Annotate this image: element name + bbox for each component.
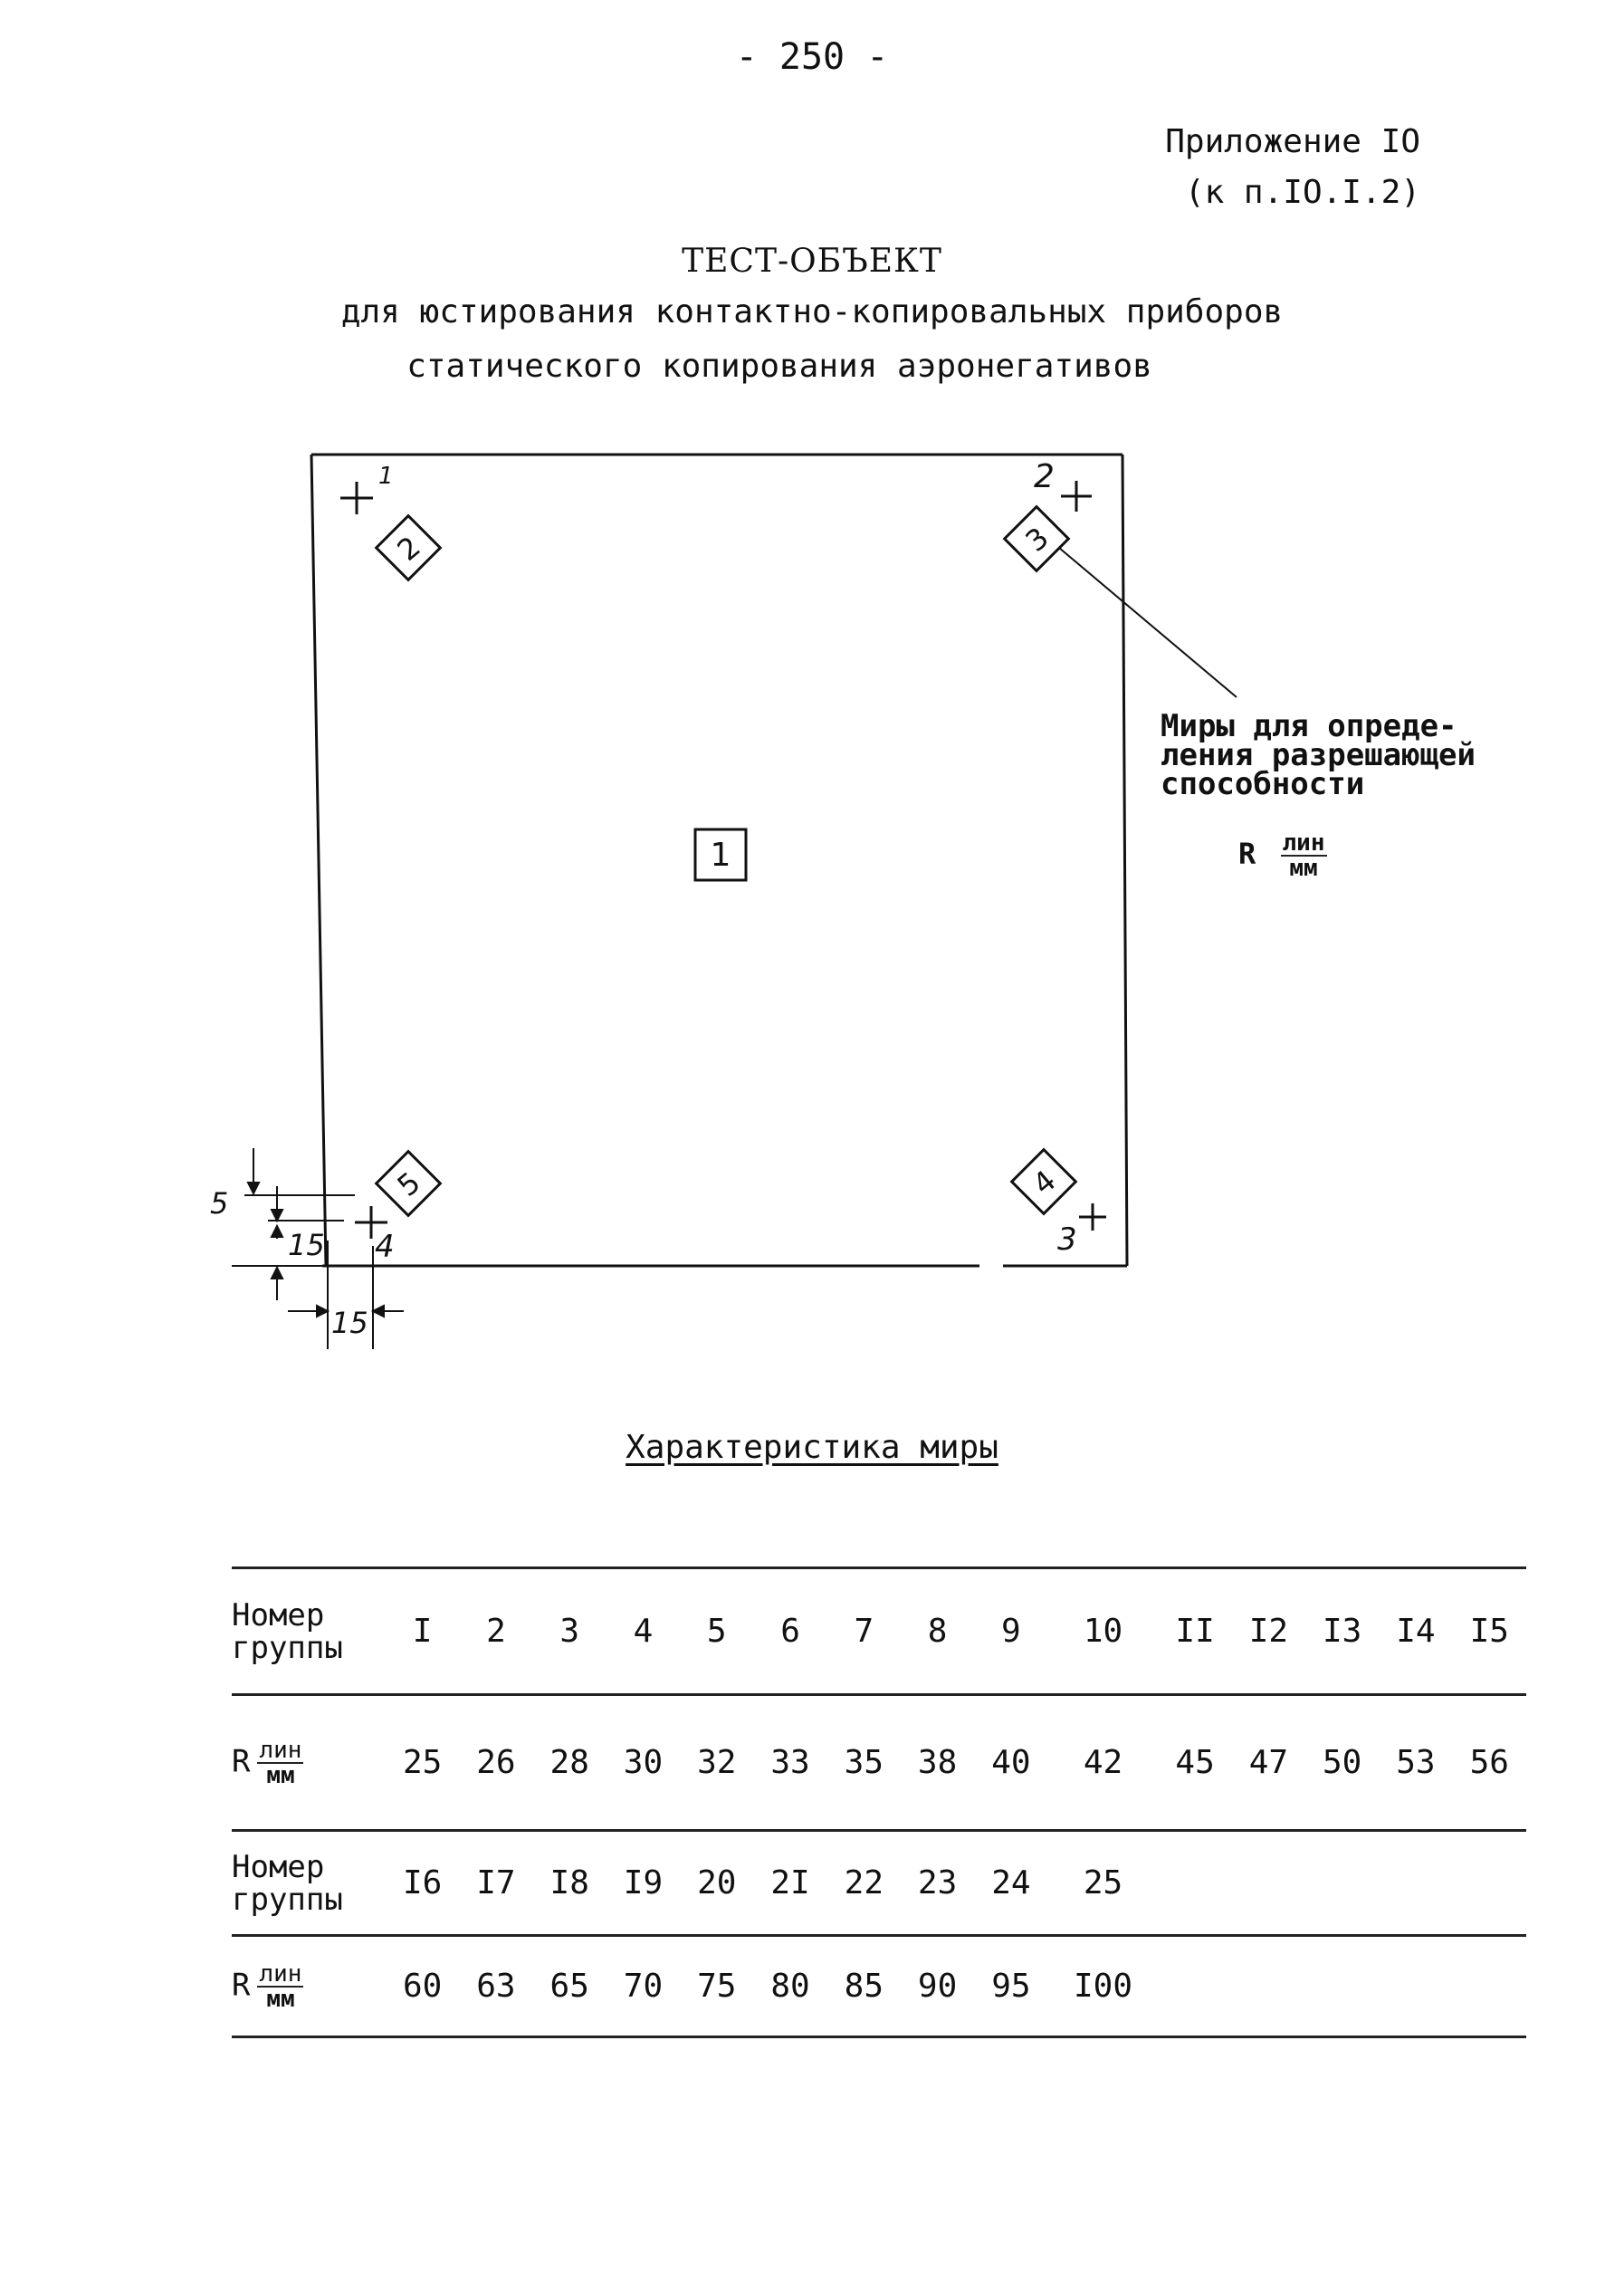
group-number-cell: I4 [1396, 1613, 1436, 1650]
group-number-cell: I6 [402, 1864, 443, 1902]
group-number-cell: I7 [476, 1864, 516, 1902]
dimension-15-horizontal-label: 15 [331, 1306, 368, 1340]
alignment-cross-1-label: 1 [378, 463, 394, 490]
unit-denominator: мм [1289, 855, 1318, 882]
dimension-5-label: 5 [210, 1186, 229, 1221]
dimension-15-vertical-label: 15 [288, 1228, 325, 1262]
alignment-cross-3 [1079, 1203, 1106, 1231]
group-number-cell [1158, 1831, 1231, 1936]
resolution-value-cell: 45 [1175, 1744, 1215, 1781]
resolution-value-cell [1305, 1936, 1379, 2037]
resolution-targets-callout: Миры для опреде- ления разрешающей способности [1161, 708, 1476, 802]
r-label-cell [232, 1936, 386, 2037]
resolution-target-5 [377, 1152, 441, 1216]
resolution-target-2-label: 2 [390, 529, 427, 568]
resolution-target-3-label: 3 [1018, 520, 1056, 559]
r-prefix: R [232, 1967, 251, 2003]
document-subtitle-line2: статического копирования аэронегативов [406, 348, 1152, 385]
table-row-values-2 [232, 1936, 1526, 2037]
unit-fraction [1281, 831, 1327, 880]
alignment-cross-4-label: 4 [375, 1229, 395, 1265]
resolution-value-cell: 53 [1396, 1744, 1436, 1781]
resolution-unit-label [1238, 831, 1327, 880]
target-characteristics-table [232, 1566, 1526, 2038]
resolution-value-cell [1158, 1936, 1231, 2037]
group-number-cell: II [1175, 1613, 1215, 1650]
resolution-value-cell: 26 [476, 1744, 516, 1781]
resolution-value-cell: 63 [476, 1968, 516, 2005]
group-number-cell: 10 [1083, 1613, 1123, 1650]
document-subtitle-line1: для юстирования контактно-копировальных приборов [340, 293, 1284, 331]
group-number-cell [1305, 1831, 1379, 1936]
alignment-cross-1 [340, 482, 373, 514]
group-number-cell: 22 [844, 1864, 884, 1902]
resolution-value-cell: 33 [770, 1744, 810, 1781]
group-number-cell: 2 [486, 1613, 506, 1650]
resolution-value-cell: 35 [844, 1744, 884, 1781]
r-prefix: R [232, 1743, 251, 1779]
resolution-value-cell: 38 [917, 1744, 958, 1781]
group-number-cell: I2 [1248, 1613, 1289, 1650]
resolution-value-cell: 60 [402, 1968, 443, 2005]
group-number-cell: I3 [1322, 1613, 1362, 1650]
resolution-value-cell: 70 [623, 1968, 664, 2005]
group-number-cell: 8 [927, 1613, 948, 1650]
group-number-cell: I5 [1469, 1613, 1509, 1650]
resolution-value-cell [1453, 1936, 1526, 2037]
group-label-cell: Номер группы [232, 1596, 343, 1666]
resolution-target-3 [1005, 507, 1069, 571]
table-row-values-1 [232, 1695, 1526, 1831]
alignment-cross-2-label: 2 [1034, 458, 1055, 495]
group-number-cell: 23 [917, 1864, 958, 1902]
resolution-value-cell: 28 [549, 1744, 589, 1781]
center-target-label: 1 [710, 837, 731, 874]
group-number-cell [1453, 1831, 1526, 1936]
resolution-value-cell: 65 [549, 1968, 589, 2005]
r-fraction [257, 1736, 303, 1789]
group-number-cell: 5 [706, 1613, 727, 1650]
group-number-cell: I9 [623, 1864, 664, 1902]
group-number-cell [1232, 1831, 1305, 1936]
resolution-value-cell: 32 [697, 1744, 737, 1781]
resolution-value-cell: 42 [1083, 1744, 1123, 1781]
resolution-value-cell [1379, 1936, 1452, 2037]
alignment-cross-3-label: 3 [1057, 1221, 1077, 1258]
group-number-cell: 2I [770, 1864, 810, 1902]
resolution-value-cell: 40 [991, 1744, 1031, 1781]
group-number-cell: 6 [780, 1613, 800, 1650]
page-number: - 250 - [735, 36, 889, 78]
r-denominator: мм [266, 1761, 295, 1789]
table-row-groups-1 [232, 1568, 1526, 1695]
r-numerator: лин [259, 1736, 302, 1764]
resolution-target-4 [1012, 1150, 1076, 1214]
resolution-value-cell: I00 [1073, 1968, 1132, 2005]
r-fraction [257, 1959, 303, 2013]
unit-prefix: R [1238, 837, 1256, 871]
resolution-value-cell: 95 [991, 1968, 1031, 2005]
group-label-cell: Номер группы [232, 1848, 343, 1918]
group-number-cell: 20 [697, 1864, 737, 1902]
alignment-cross-2 [1061, 481, 1092, 512]
group-number-cell: 25 [1083, 1864, 1123, 1902]
group-number-cell: 4 [633, 1613, 654, 1650]
resolution-value-cell: 85 [844, 1968, 884, 2005]
group-number-cell: 9 [1001, 1613, 1021, 1650]
resolution-value-cell [1232, 1936, 1305, 2037]
resolution-value-cell: 56 [1469, 1744, 1509, 1781]
resolution-value-cell: 80 [770, 1968, 810, 2005]
resolution-target-2 [377, 516, 441, 580]
resolution-target-4-label: 4 [1026, 1163, 1063, 1202]
resolution-value-cell: 90 [917, 1968, 958, 2005]
r-denominator: мм [266, 1985, 295, 2013]
appendix-title: Приложение IO [1165, 123, 1420, 160]
table-title: Характеристика миры [626, 1429, 998, 1466]
table-row-groups-2 [232, 1831, 1526, 1936]
unit-numerator: лин [1282, 829, 1325, 857]
resolution-value-cell: 25 [402, 1744, 443, 1781]
callout-leader-line [1059, 548, 1237, 697]
resolution-value-cell: 47 [1248, 1744, 1289, 1781]
center-target [695, 829, 746, 880]
resolution-value-cell: 50 [1322, 1744, 1362, 1781]
group-number-cell: I [412, 1613, 433, 1650]
r-numerator: лин [259, 1959, 302, 1988]
resolution-value-cell: 75 [697, 1968, 737, 2005]
group-number-cell: 7 [854, 1613, 874, 1650]
document-title: ТЕСТ-ОБЪЕКТ [682, 243, 942, 280]
group-number-cell: 24 [991, 1864, 1031, 1902]
group-number-cell: 3 [559, 1613, 580, 1650]
appendix-reference: (к п.IO.I.2) [1184, 174, 1420, 211]
group-number-cell: I8 [549, 1864, 589, 1902]
resolution-value-cell: 30 [623, 1744, 664, 1781]
group-number-cell [1379, 1831, 1452, 1936]
resolution-target-5-label: 5 [390, 1164, 427, 1203]
r-label-cell [232, 1695, 386, 1831]
